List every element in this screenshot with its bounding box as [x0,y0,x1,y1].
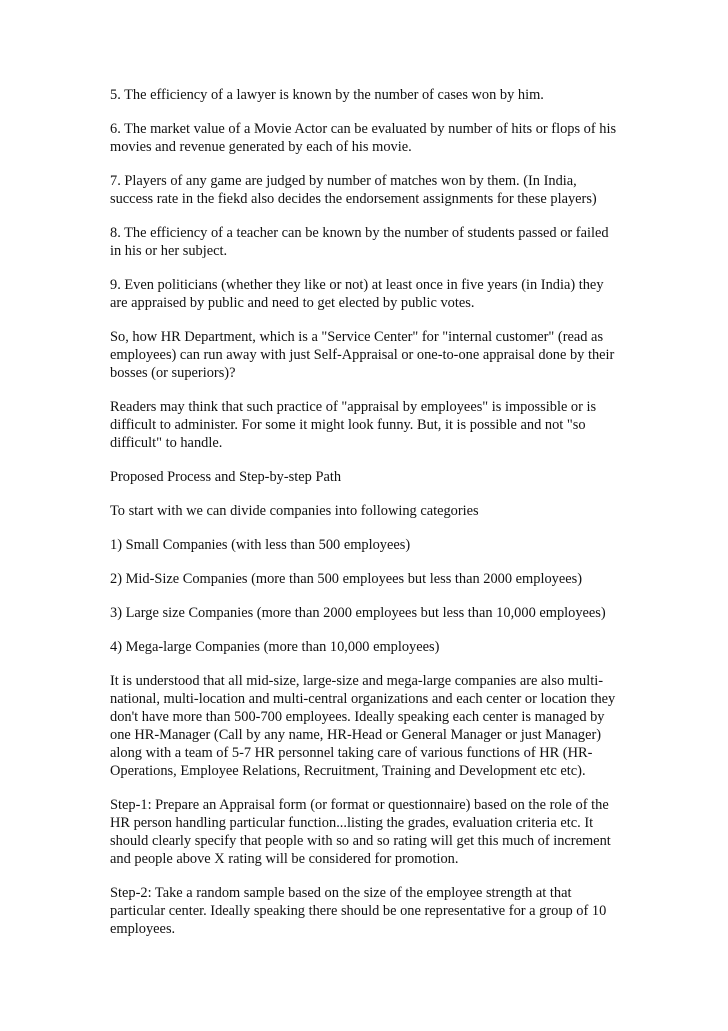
paragraph-item-7-players: 7. Players of any game are judged by number of matches won by them. (In India, success rate in the fiekd also decides the endorsement assignments for these players) [110,173,597,207]
section-heading-proposed-process: Proposed Process and Step-by-step Path [110,469,342,485]
paragraph-step-1: Step-1: Prepare an Appraisal form (or format or questionnaire) based on the role of the HR person handling particular function...listing the grades, evaluation criteria etc. It should clearly specify that people with so and so rating will get this much of increment and people above X rating will be considered for promotion. [110,797,611,867]
paragraph-step-2: Step-2: Take a random sample based on the size of the employee strength at that particular center. Ideally speaking there should be one representative for a group of 10 employees. [110,885,607,937]
document-page [110,86,622,954]
paragraph-item-6-movie-actor: 6. The market value of a Movie Actor can be evaluated by number of hits or flops of his movies and revenue generated by each of his movie. [110,121,617,155]
paragraph-categories-intro: To start with we can divide companies into following categories [110,503,479,519]
list-item-mid-size-companies: 2) Mid-Size Companies (more than 500 employees but less than 2000 employees) [110,571,582,587]
paragraph-item-9-politicians: 9. Even politicians (whether they like or not) at least once in five years (in India) they are appraised by public and need to get elected by public votes. [110,277,604,311]
paragraph-item-8-teacher: 8. The efficiency of a teacher can be known by the number of students passed or failed in his or her subject. [110,225,609,259]
paragraph-understood-organizations: It is understood that all mid-size, large-size and mega-large companies are also multi-national, multi-location and multi-central organizations and each center or location they don't have more than 500-700 employees. Ideally speaking each center is managed by one HR-Manager (Call by any name, HR-Head or General Manager or just Manager) along with a team of 5-7 HR personnel taking care of various functions of HR (HR-Operations, Employee Relations, Recruitment, Training and Development etc etc). [110,673,616,779]
paragraph-readers-may-think: Readers may think that such practice of "appraisal by employees" is impossible or is difficult to administer. For some it might look funny. But, it is possible and not "so difficult" to handle. [110,399,597,451]
paragraph-item-5-lawyer: 5. The efficiency of a lawyer is known by the number of cases won by him. [110,87,544,103]
list-item-large-size-companies: 3) Large size Companies (more than 2000 employees but less than 10,000 employees) [110,605,606,621]
list-item-mega-large-companies: 4) Mega-large Companies (more than 10,000 employees) [110,639,440,655]
list-item-small-companies: 1) Small Companies (with less than 500 employees) [110,537,411,553]
paragraph-hr-department-question: So, how HR Department, which is a "Service Center" for "internal customer" (read as employees) can run away with just Self-Appraisal or one-to-one appraisal done by their bosses (or superiors)? [110,329,615,381]
